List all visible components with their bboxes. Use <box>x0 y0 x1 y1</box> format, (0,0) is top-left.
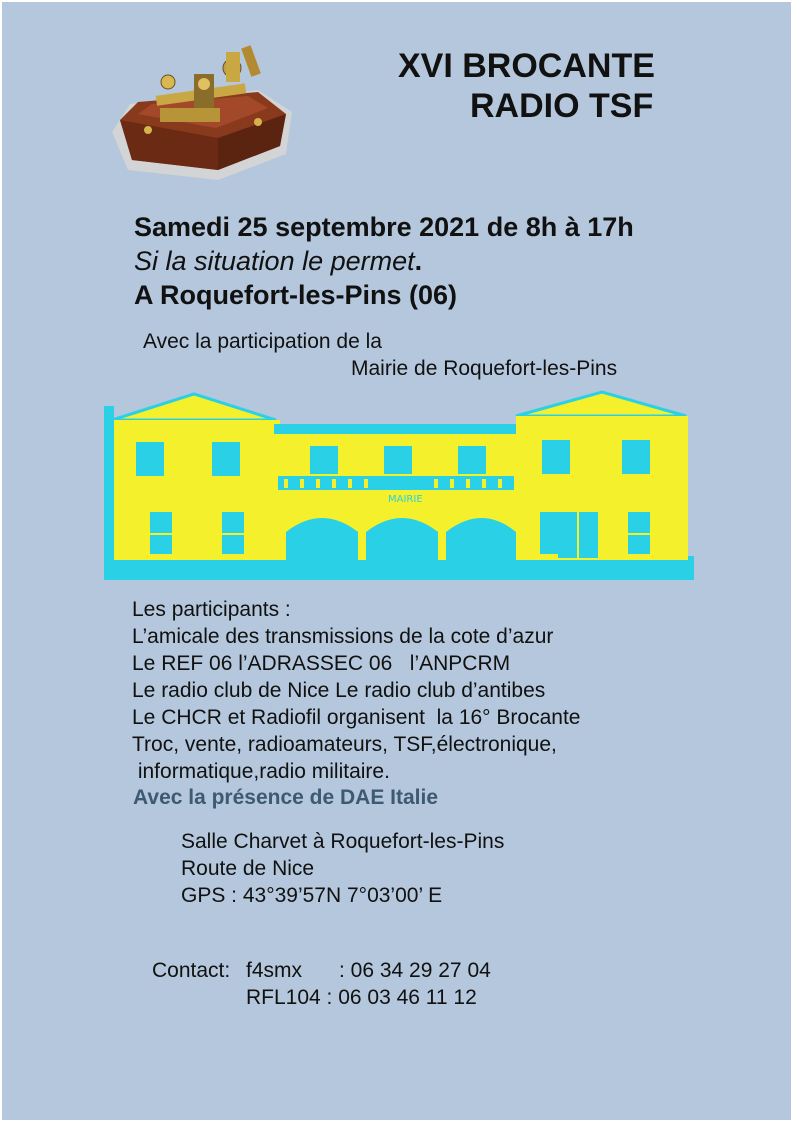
participant-line: informatique,radio militaire. <box>132 760 390 783</box>
participation-line-2: Mairie de Roquefort-les-Pins <box>351 357 618 380</box>
venue-hall: Salle Charvet à Roquefort-les-Pins <box>181 830 505 853</box>
event-condition <box>134 246 422 277</box>
participation-line-1: Avec la participation de la <box>143 330 382 353</box>
contact-1-name: f4smx <box>246 959 303 982</box>
contact-label: Contact: <box>152 959 231 982</box>
contact-1-phone: : 06 34 29 27 04 <box>339 959 491 982</box>
mairie-building-image <box>104 386 694 580</box>
participant-line: Le radio club de Nice Le radio club d’antibes <box>132 679 546 702</box>
participant-line: L’amicale des transmissions de la cote d’azur <box>132 625 554 648</box>
telegraph-key-image <box>108 42 298 182</box>
condition-italic: Si la situation le permet <box>134 246 415 276</box>
title-line-1: XVI BROCANTE <box>398 47 655 85</box>
event-date: Samedi 25 septembre 2021 de 8h à 17h <box>134 212 634 242</box>
condition-end: . <box>414 246 423 276</box>
event-location: A Roquefort-les-Pins (06) <box>134 280 458 310</box>
participant-line: Troc, vente, radioamateurs, TSF,électronique, <box>132 733 557 756</box>
title-line-2: RADIO TSF <box>470 87 654 125</box>
venue-gps: GPS : 43°39’57N 7°03’00’ E <box>181 884 443 907</box>
mairie-sign: MAIRIE <box>388 494 423 505</box>
participant-line: Le CHCR et Radiofil organisent la 16° Brocante <box>132 706 581 729</box>
participant-line: Le REF 06 l’ADRASSEC 06 l’ANPCRM <box>132 652 511 675</box>
venue-road: Route de Nice <box>181 857 315 880</box>
poster-page <box>2 2 791 1120</box>
participants-heading: Les participants : <box>132 598 291 621</box>
contact-2: RFL104 : 06 03 46 11 12 <box>246 986 477 1009</box>
dae-presence-note: Avec la présence de DAE Italie <box>133 786 439 809</box>
